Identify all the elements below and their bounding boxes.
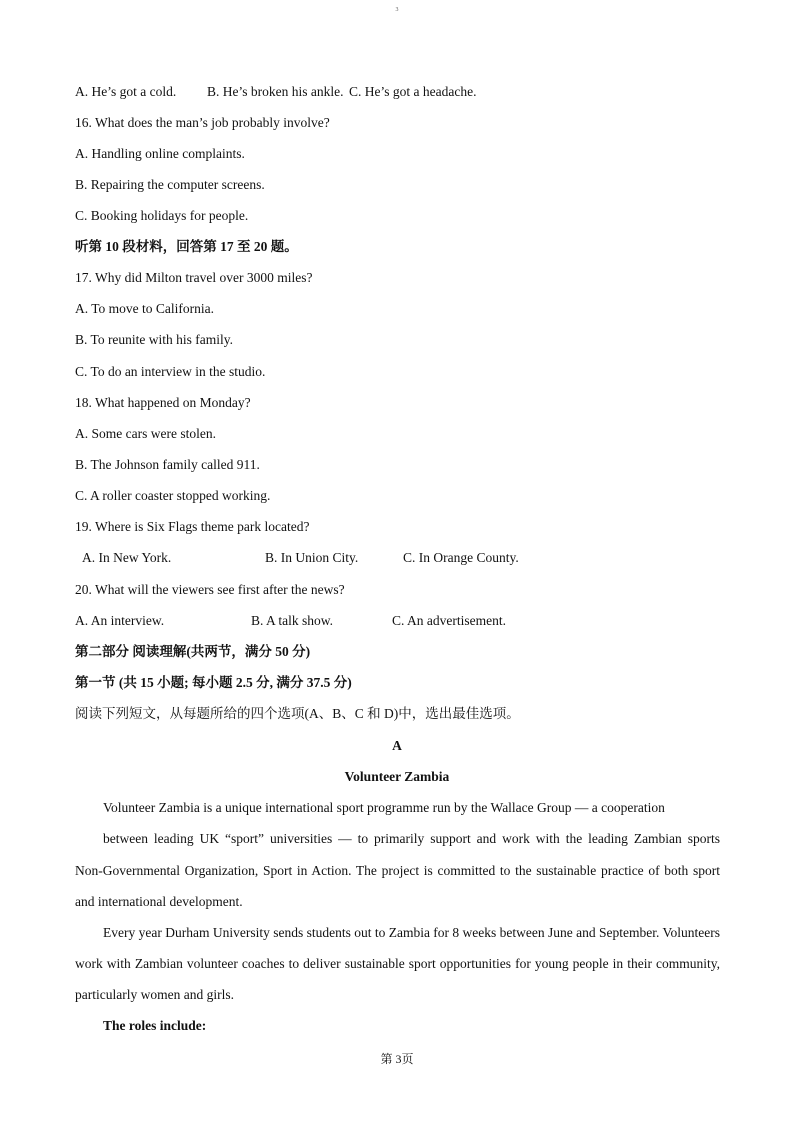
q15-options [75,83,476,101]
part2-instruction: 阅读下列短文，从每题所给的四个选项(A、B、C 和 D)中，选出最佳选项。 [75,706,520,721]
q17-option-c: C. To do an interview in the studio. [75,364,266,379]
q18-option-c: C. A roller coaster stopped working. [75,488,271,503]
q18-option-a: A. Some cars were stolen. [75,426,216,441]
q17-question: 17. Why did Milton travel over 3000 miles? [75,270,313,285]
roles-heading: The roles include: [103,1018,207,1033]
passage-p2 [75,917,720,1010]
passage-p1-rest-text: Non-Governmental Organization, Sport in Action. The project is committed to the sustainable practice of both sport and international development. [75,863,720,909]
q18-option-b: B. The Johnson family called 911. [75,457,260,472]
passage-p1-line1: Volunteer Zambia is a unique international sport programme run by the Wallace Group — a cooperation [103,800,665,815]
q20-option-c: C. An advertisement. [392,613,506,628]
q17-option-b: B. To reunite with his family. [75,332,234,347]
section10-instruction: 听第 10 段材料，回答第 17 至 20 题。 [75,239,298,254]
passage-p2-text: Every year Durham University sends students out to Zambia for 8 weeks between June and September. Volunteers work with Zambian volunteer coaches to deliver sustainable sport opportunities for young people in their community, particularly women and girls. [75,925,720,1002]
q20-options [75,612,506,630]
passage-title: Volunteer Zambia [344,769,450,784]
q15-option-b: B. He’s broken his ankle. [207,84,344,99]
q16-option-b: B. Repairing the computer screens. [75,177,265,192]
q15-option-c: C. He’s got a headache. [349,84,477,99]
q16-option-c: C. Booking holidays for people. [75,208,249,223]
page-footer: 第 3页 [380,1052,414,1066]
part2-title: 第二部分 阅读理解(共两节，满分 50 分) [75,644,311,659]
q19-question: 19. Where is Six Flags theme park located? [75,519,310,534]
q19-option-b: B. In Union City. [265,550,359,565]
q20-option-b: B. A talk show. [251,613,334,628]
q16-question: 16. What does the man’s job probably involve? [75,115,330,130]
passage-p1-line2: between leading UK “sport” universities — to primarily support and work with the leading Zambian sports [103,831,720,846]
q17-option-a: A. To move to California. [75,301,215,316]
passage-letter: A [392,738,402,753]
q20-option-a: A. An interview. [75,613,165,628]
page-mark: 3 [395,7,399,13]
q16-option-a: A. Handling online complaints. [75,146,245,161]
q20-question: 20. What will the viewers see first after the news? [75,582,345,597]
part2-section1: 第一节 (共 15 小题; 每小题 2.5 分, 满分 37.5 分) [75,675,352,690]
q19-option-a: A. In New York. [82,550,172,565]
q19-option-c: C. In Orange County. [403,550,519,565]
q19-options [82,549,519,567]
q15-option-a: A. He’s got a cold. [75,84,177,99]
q18-question: 18. What happened on Monday? [75,395,251,410]
passage-p1-rest [75,855,720,917]
